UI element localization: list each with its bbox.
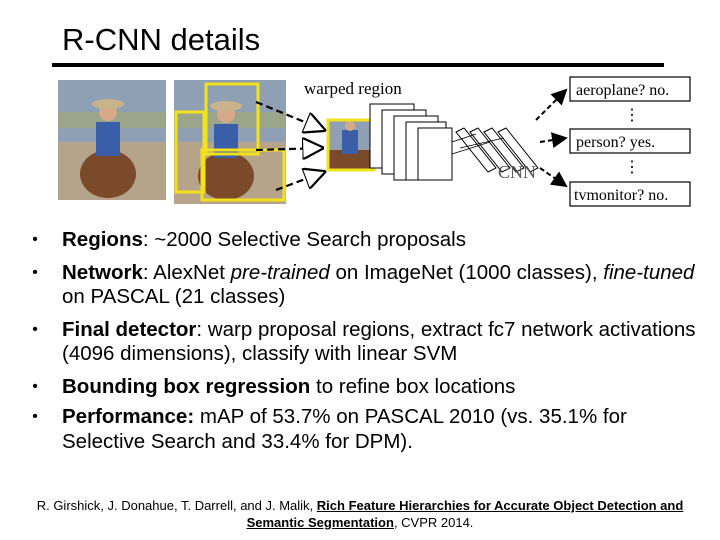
warped-region-label: warped region xyxy=(304,79,402,98)
bullet-network xyxy=(28,261,708,310)
bullet-regions-bold: Regions xyxy=(62,228,143,251)
output-aeroplane xyxy=(570,77,690,101)
bullet-dot: • xyxy=(32,320,38,338)
bullet-regions-text: : ~2000 Selective Search proposals xyxy=(142,228,466,251)
bullet-network-italic-a: pre-trained xyxy=(230,260,330,284)
warped-region-image xyxy=(328,120,374,170)
bullet-dot: • xyxy=(32,263,38,281)
output-person xyxy=(570,129,690,153)
output-tvmonitor xyxy=(570,182,690,206)
cnn-label: CNN xyxy=(498,162,537,182)
input-image xyxy=(58,80,166,200)
classifier-arrows xyxy=(536,90,566,186)
rcnn-pipeline-figure xyxy=(56,72,696,220)
bullet-network-italic-b: fine-tuned xyxy=(603,260,695,284)
bullet-bbox-bold: Bounding box regression xyxy=(62,374,311,398)
bullet-bbox-regression xyxy=(28,375,708,400)
citation-paper-link[interactable]: Rich Feature Hierarchies for Accurate Object Detection and Semantic Segmentation xyxy=(246,498,684,530)
bullet-regions xyxy=(28,228,708,253)
pipeline-diagram xyxy=(56,72,696,220)
bullet-list xyxy=(28,228,708,462)
output-person-label: person? yes. xyxy=(576,134,656,151)
bullet-network-text-a: : AlexNet xyxy=(142,260,231,284)
output-tvmonitor-label: tvmonitor? no. xyxy=(574,187,669,204)
citation-authors: R. Girshick, J. Donahue, T. Darrell, and J. Malik, xyxy=(36,498,317,513)
bullet-dot: • xyxy=(32,408,38,425)
bullet-performance xyxy=(28,405,708,454)
cnn-layers xyxy=(370,104,452,180)
citation-venue: , CVPR 2014. xyxy=(393,515,474,530)
slide-title: R-CNN details xyxy=(62,22,261,57)
bullet-dot: • xyxy=(32,377,38,395)
bullet-performance-bold: Performance: xyxy=(62,405,195,428)
ellipsis-2: ⋮ xyxy=(624,159,640,176)
citation xyxy=(10,497,710,531)
output-aeroplane-label: aeroplane? no. xyxy=(576,82,670,99)
bullet-network-text-b: on ImageNet (1000 classes), xyxy=(329,260,604,284)
bullet-bbox-text: to refine box locations xyxy=(310,374,516,398)
ellipsis-1: ⋮ xyxy=(624,107,640,124)
bullet-final-detector-text: : warp proposal regions, extract fc7 network activations (4096 dimensions), classify with linear SVM xyxy=(62,317,696,365)
region-proposals-image xyxy=(174,80,286,204)
bullet-dot: • xyxy=(32,231,38,248)
bullet-network-text-c: on PASCAL (21 classes) xyxy=(62,285,286,308)
bullet-network-bold: Network xyxy=(62,260,143,284)
bullet-final-detector-bold: Final detector xyxy=(62,317,197,341)
title-underline xyxy=(52,63,664,67)
bullet-performance-text: mAP of 53.7% on PASCAL 2010 (vs. 35.1% for Selective Search and 33.4% for DPM). xyxy=(62,405,627,453)
bullet-final-detector xyxy=(28,318,708,367)
